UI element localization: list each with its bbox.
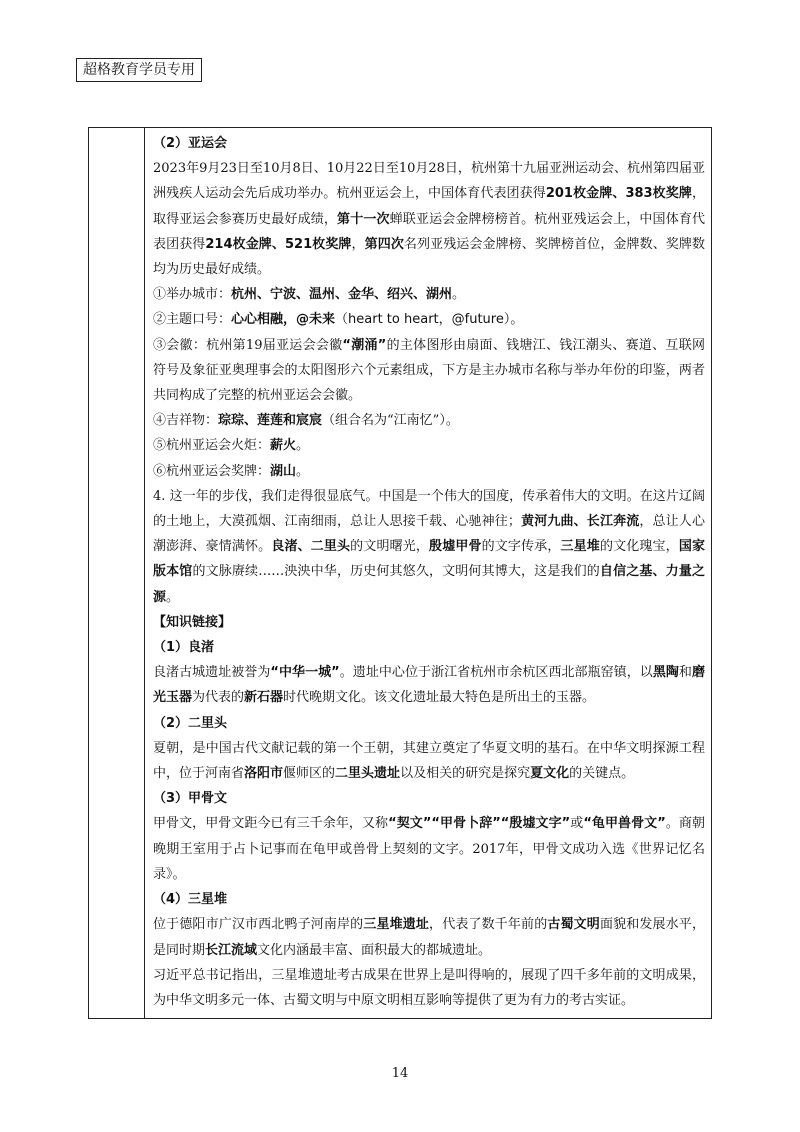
text-run: 的文化瑰宝， bbox=[599, 539, 679, 555]
civilization-paragraph bbox=[153, 484, 705, 610]
sanxingdui-quote-paragraph: 习近平总书记指出，三星堆遗址考古成果在世界上是叫得响的，展现了四千多年前的文明成果，为中华文明多元一体、古蜀文明与中原文明相互影响等提供了更为有力的考古实证。 bbox=[153, 967, 705, 1008]
text-run: ⑥杭州亚运会奖牌： bbox=[153, 463, 271, 479]
bold-run: “中华一城” bbox=[270, 665, 340, 681]
text-run: 的文字传承， bbox=[481, 539, 561, 555]
bold-run: 国家版本馆 bbox=[153, 539, 705, 580]
liangzhu-paragraph bbox=[153, 660, 705, 710]
erlitou-paragraph bbox=[153, 736, 705, 786]
bold-run: 良渚、二里头 bbox=[271, 539, 351, 555]
text-run: 甲骨文，甲骨文距今已有三千余年，又称 bbox=[153, 816, 389, 832]
bold-run: 二里头遗址 bbox=[335, 766, 401, 782]
text-run: ③会徽：杭州第19届亚运会会徽 bbox=[153, 337, 343, 353]
text-run: 位于德阳市广汉市西北鸭子河南岸的 bbox=[153, 917, 364, 933]
text-run: 时代晚期文化。该文化遗址最大特色是所出土的玉器。 bbox=[283, 690, 596, 706]
bold-run: 琮琮、莲莲和宸宸 bbox=[218, 413, 323, 429]
text-run: 4. 这一年的步伐，我们走得很显底气。中国是一个伟大的国度，传承着伟大的文明。在这片辽阔的土地上，大漠孤烟、江南细雨，总让人思接千载、心驰神往； bbox=[153, 488, 705, 530]
medal-item bbox=[153, 459, 705, 484]
text-run: 偃师区的 bbox=[283, 766, 336, 782]
text-run: ①举办城市： bbox=[153, 287, 232, 303]
bold-run: 第四次 bbox=[364, 236, 404, 252]
bold-run: 夏文化 bbox=[530, 766, 570, 782]
bold-run: 自信之基、力量之源 bbox=[153, 564, 705, 605]
bold-run: 201枚金牌、383枚奖牌 bbox=[545, 186, 692, 202]
bold-run: 杭州、宁波、温州、金华、绍兴、湖州 bbox=[231, 287, 453, 303]
text-run: 。 bbox=[166, 589, 180, 605]
sanxingdui-paragraph bbox=[153, 912, 705, 962]
asian-games-summary bbox=[153, 156, 705, 282]
bold-run: 新石器 bbox=[244, 690, 284, 706]
bold-run: 黑陶 bbox=[652, 665, 679, 681]
bold-run: 214枚金牌、521枚奖牌 bbox=[205, 236, 352, 252]
bold-run: 三星堆 bbox=[560, 539, 600, 555]
sanxingdui-heading: （4）三星堆 bbox=[153, 892, 228, 908]
bold-run: 古蜀文明 bbox=[547, 917, 600, 933]
bold-run: 磨光玉器 bbox=[153, 665, 705, 706]
text-run: 的关键点。 bbox=[569, 766, 635, 782]
text-run: 以及相关的研究是探究 bbox=[400, 766, 531, 782]
erlitou-heading: （2）二里头 bbox=[153, 715, 228, 731]
knowledge-link-heading: 【知识链接】 bbox=[153, 614, 232, 630]
bold-run: 洛阳市 bbox=[244, 766, 284, 782]
text-run: 的文明曙光， bbox=[350, 539, 430, 555]
bold-run: 心心相融，@未来 bbox=[231, 312, 336, 328]
text-run: 为代表的 bbox=[192, 690, 245, 706]
oracle-bone-heading: （3）甲骨文 bbox=[153, 791, 228, 807]
text-run: 的主体图形由扇面、钱塘江、钱江潮头、赛道、互联网符号及象征亚奥理事会的太阳图形六个元素组成，下方是主办城市名称与举办年份的印鉴，两者共同构成了完整的杭州亚运会会徽。 bbox=[153, 337, 705, 404]
text-run: 和 bbox=[678, 665, 692, 681]
text-run: 。 bbox=[296, 463, 310, 479]
bold-run: 三星堆遗址 bbox=[363, 917, 430, 933]
torch-item bbox=[153, 433, 705, 458]
bold-run: 湖山 bbox=[270, 463, 297, 479]
header-label: 超格教育学员专用 bbox=[76, 58, 202, 82]
page-number: 14 bbox=[391, 1066, 409, 1081]
bold-run: 第十一次 bbox=[337, 211, 390, 227]
bold-run: 殷墟甲骨 bbox=[429, 539, 482, 555]
bold-run: 长江流域 bbox=[205, 942, 258, 958]
text-run: ，取得亚运会参赛历史最好成绩， bbox=[153, 186, 705, 227]
host-cities-item bbox=[153, 282, 705, 307]
text-run: ，代表了数千年前的 bbox=[429, 917, 548, 933]
emblem-item bbox=[153, 333, 705, 409]
text-run: 名列亚残运会金牌榜、奖牌榜首位，金牌数、奖牌数均为历史最好成绩。 bbox=[153, 236, 705, 278]
text-run: 2023年9月23日至10月8日、10月22日至10月28日，杭州第十九届亚洲运动会、杭州第四届亚洲残疾人运动会先后成功举办。杭州亚运会上，中国体育代表团获得 bbox=[153, 161, 705, 202]
table-left-column bbox=[89, 128, 145, 1018]
bold-run: 黄河九曲、长江奔流 bbox=[520, 514, 640, 530]
text-run: ②主题口号： bbox=[153, 312, 232, 328]
asian-games-heading: （2）亚运会 bbox=[153, 136, 228, 151]
mascot-item bbox=[153, 408, 705, 433]
liangzhu-heading: （1）良渚 bbox=[153, 640, 215, 656]
bold-run: 薪火 bbox=[270, 438, 297, 454]
text-run: 或 bbox=[570, 816, 584, 832]
bold-run: “契文”“甲骨卜辞”“殷墟文字” bbox=[388, 816, 571, 832]
text-run: ， bbox=[351, 236, 365, 252]
slogan-item bbox=[153, 307, 705, 332]
text-run: 蝉联亚运会金牌榜榜首。杭州亚残运会上，中国体育代表团获得 bbox=[153, 211, 705, 252]
table-content-cell bbox=[153, 131, 705, 1013]
text-run: ④吉祥物： bbox=[153, 413, 219, 429]
text-run: 。遗址中心位于浙江省杭州市余杭区西北部瓶窑镇，以 bbox=[339, 665, 653, 681]
text-run: 。商朝晚期王室用于占卜记事而在龟甲或兽骨上契刻的文字。2017年，甲骨文成功入选《世界记忆名录》。 bbox=[153, 816, 705, 882]
text-run: 良渚古城遗址被誉为 bbox=[153, 665, 271, 681]
bold-run: “龟甲兽骨文” bbox=[583, 816, 666, 832]
text-run: ⑤杭州亚运会火炬： bbox=[153, 438, 271, 454]
content-table bbox=[88, 127, 712, 1019]
text-run: 。 bbox=[452, 287, 466, 303]
text-run: 的文脉赓续……泱泱中华，历史何其悠久，文明何其博大，这是我们的 bbox=[192, 564, 600, 580]
text-run: 夏朝，是中国古代文献记载的第一个王朝，其建立奠定了华夏文明的基石。在中华文明探源工程中，位于河南省 bbox=[153, 740, 705, 782]
bold-run: “潮涌” bbox=[342, 337, 387, 353]
text-run: （组合名为“江南忆”）。 bbox=[322, 413, 459, 429]
text-run: ，总让人心潮澎湃、豪情满怀。 bbox=[153, 514, 705, 555]
text-run: 。 bbox=[296, 438, 310, 454]
text-run: （heart to heart，@future）。 bbox=[335, 312, 524, 328]
text-run: 文化内涵最丰富、面积最大的都城遗址。 bbox=[257, 942, 492, 958]
text-run: 面貌和发展水平，是同时期 bbox=[153, 917, 705, 958]
oracle-bone-paragraph bbox=[153, 811, 705, 887]
